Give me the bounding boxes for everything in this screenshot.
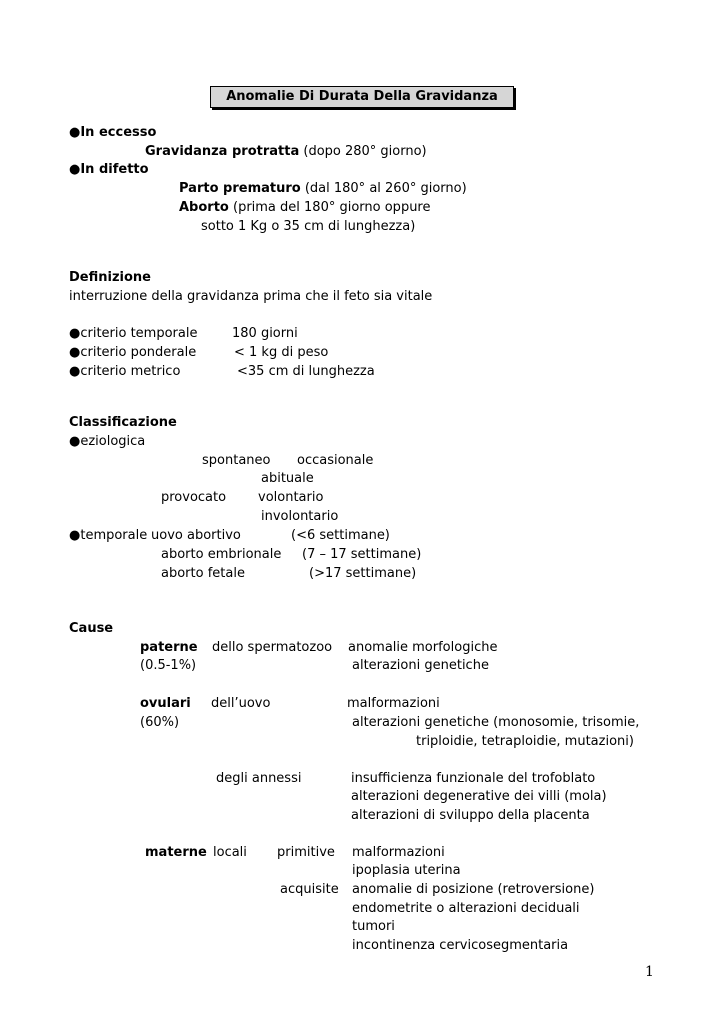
temporale-row-value: (7 – 17 settimane) <box>302 547 422 562</box>
aborto-desc-continued: sotto 1 Kg o 35 cm di lunghezza) <box>201 219 416 234</box>
criterio-value: 180 giorni <box>232 326 298 341</box>
gravidanza-protratta-desc: (dopo 280° giorno) <box>299 144 427 159</box>
cause-heading: Cause <box>69 621 114 636</box>
document-title: Anomalie Di Durata Della Gravidanza <box>210 86 514 108</box>
page-number: 1 <box>645 964 654 980</box>
cause-item: tumori <box>352 919 395 934</box>
parto-prematuro-desc: (dal 180° al 260° giorno) <box>300 181 467 196</box>
cause-item: insufficienza funzionale del trofoblato <box>351 771 596 786</box>
criterio-label: ●criterio metrico <box>69 364 181 379</box>
cause-item: malformazioni <box>352 845 445 860</box>
aborto-term: Aborto <box>179 200 229 215</box>
criterio-value: < 1 kg di peso <box>234 345 329 360</box>
criterio-label: ●criterio ponderale <box>69 345 197 360</box>
cause-item: alterazioni degenerative dei villi (mola) <box>351 789 607 804</box>
occasionale-label: occasionale <box>297 453 374 468</box>
criterio-value: <35 cm di lunghezza <box>237 364 375 379</box>
paterne-percent: (0.5-1%) <box>140 658 197 673</box>
temporale-label: ●temporale <box>69 528 148 543</box>
classificazione-heading: Classificazione <box>69 415 177 430</box>
parto-prematuro-term: Parto prematuro <box>179 181 301 196</box>
cause-item: anomalie di posizione (retroversione) <box>352 882 595 897</box>
acquisite-label: acquisite <box>280 882 339 897</box>
materne-label: materne <box>145 845 207 860</box>
paterne-label: paterne <box>140 640 198 655</box>
abituale-label: abituale <box>261 471 314 486</box>
definizione-heading: Definizione <box>69 270 151 285</box>
temporale-row-label: aborto fetale <box>161 566 245 581</box>
in-difetto-label: ●In difetto <box>69 162 149 177</box>
involontario-label: involontario <box>261 509 339 524</box>
temporale-row-value: (>17 settimane) <box>309 566 417 581</box>
criterio-label: ●criterio temporale <box>69 326 198 341</box>
volontario-label: volontario <box>258 490 324 505</box>
cause-item: anomalie morfologiche <box>348 640 498 655</box>
cause-item: incontinenza cervicosegmentaria <box>352 938 569 953</box>
eziologica-label: ●eziologica <box>69 434 146 449</box>
cause-item: triploidie, tetraploidie, mutazioni) <box>416 734 634 749</box>
gravidanza-protratta-term: Gravidanza protratta <box>145 144 300 159</box>
aborto-line <box>179 200 431 216</box>
cause-item: ipoplasia uterina <box>352 863 461 878</box>
cause-item: alterazioni di sviluppo della placenta <box>351 808 590 823</box>
ovulari-source: dell’uovo <box>211 696 271 711</box>
primitive-label: primitive <box>277 845 335 860</box>
cause-item: alterazioni genetiche <box>352 658 489 673</box>
locali-label: locali <box>213 845 247 860</box>
cause-item: endometrite o alterazioni deciduali <box>352 901 580 916</box>
ovulari-percent: (60%) <box>140 715 180 730</box>
provocato-label: provocato <box>161 490 227 505</box>
temporale-row-label: aborto embrionale <box>161 547 282 562</box>
temporale-row-value: (<6 settimane) <box>291 528 390 543</box>
parto-prematuro-line <box>179 181 467 197</box>
cause-item: malformazioni <box>347 696 440 711</box>
annessi-label: degli annessi <box>216 771 302 786</box>
gravidanza-protratta-line <box>145 144 427 160</box>
paterne-source: dello spermatozoo <box>212 640 333 655</box>
ovulari-label: ovulari <box>140 696 191 711</box>
cause-item: alterazioni genetiche (monosomie, trisomie, <box>352 715 640 730</box>
in-eccesso-label: ●In eccesso <box>69 125 157 140</box>
temporale-row-label: uovo abortivo <box>151 528 241 543</box>
aborto-desc: (prima del 180° giorno oppure <box>228 200 431 215</box>
spontaneo-label: spontaneo <box>202 453 271 468</box>
definizione-text: interruzione della gravidanza prima che il feto sia vitale <box>69 289 433 304</box>
